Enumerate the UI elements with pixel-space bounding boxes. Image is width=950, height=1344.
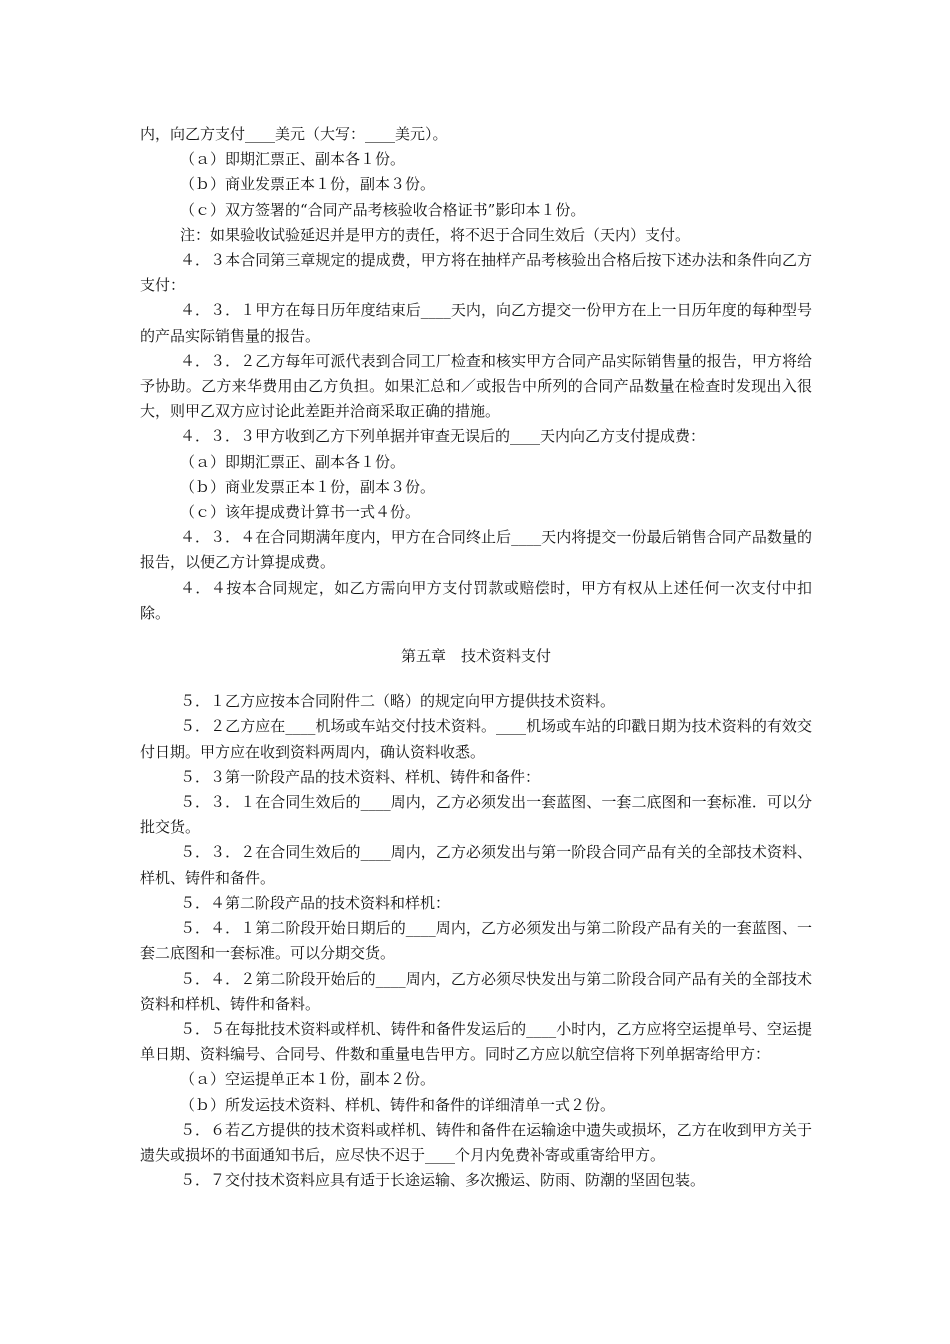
paragraph: ４．３．４在合同期满年度内，甲方在合同终止后____天内将提交一份最后销售合同产品数量的报告，以便乙方计算提成费。 (140, 528, 812, 572)
chapter-4-section (140, 122, 812, 626)
chapter-5-section (140, 689, 812, 1193)
paragraph: ５．３．２在合同生效后的____周内，乙方必须发出与第一阶段合同产品有关的全部技术资料、样机、铸件和备件。 (140, 843, 812, 887)
paragraph: ４．３．１甲方在每日历年度结束后____天内，向乙方提交一份甲方在上一日历年度的每种型号的产品实际销售量的报告。 (140, 301, 812, 345)
paragraph: （ａ）即期汇票正、副本各１份。 (180, 150, 406, 169)
document-page (140, 122, 812, 1193)
paragraph: ４．４按本合同规定，如乙方需向甲方支付罚款或赔偿时，甲方有权从上述任何一次支付中扣除。 (140, 578, 812, 622)
paragraph: （ｃ）双方签署的“合同产品考核验收合格证书”影印本１份。 (180, 200, 586, 219)
paragraph: ４．３本合同第三章规定的提成费，甲方将在抽样产品考核验出合格后按下述办法和条件向乙方支付： (140, 251, 812, 295)
paragraph: ５．１乙方应按本合同附件二（略）的规定向甲方提供技术资料。 (180, 692, 616, 711)
paragraph: 内，向乙方支付____美元（大写：____美元）。 (140, 125, 448, 143)
paragraph: ５．４．１第二阶段开始日期后的____周内，乙方必须发出与第二阶段产品有关的一套蓝图、一套二底图和一套标准。可以分期交货。 (140, 919, 812, 963)
paragraph: ５．３．１在合同生效后的____周内，乙方必须发出一套蓝图、一套二底图和一套标准．可以分批交货。 (140, 793, 812, 837)
paragraph: （ｃ）该年提成费计算书一式４份。 (180, 503, 421, 522)
paragraph: ５．５在每批技术资料或样机、铸件和备件发运后的____小时内，乙方应将空运提单号、空运提单日期、资料编号、合同号、件数和重量电告甲方。同时乙方应以航空信将下列单据寄给甲方： (140, 1019, 812, 1064)
paragraph: ５．２乙方应在____机场或车站交付技术资料。____机场或车站的印戳日期为技术资料的有效交付日期。甲方应在收到资料两周内，确认资料收悉。 (140, 717, 812, 761)
paragraph: ４．３．２乙方每年可派代表到合同工厂检查和核实甲方合同产品实际销售量的报告，甲方将给予协助。乙方来华费用由乙方负担。如果汇总和／或报告中所列的合同产品数量在检查时发现出入很大，则甲乙双方应讨论此差距并洽商采取正确的措施。 (140, 351, 812, 421)
chapter-5-title: 第五章 技术资料支付 (400, 647, 551, 666)
paragraph: ５．４．２第二阶段开始后的____周内，乙方必须尽快发出与第二阶段合同产品有关的全部技术资料和样机、铸件和备料。 (140, 969, 812, 1013)
paragraph: ４．３．３甲方收到乙方下列单据并审查无误后的____天内向乙方支付提成费： (180, 427, 706, 446)
paragraph: （ｂ）所发运技术资料、样机、铸件和备件的详细清单一式２份。 (180, 1095, 616, 1114)
paragraph: （ｂ）商业发票正本１份，副本３份。 (180, 477, 436, 496)
paragraph: ５．６若乙方提供的技术资料或样机、铸件和备件在运输途中遗失或损坏，乙方在收到甲方关于遗失或损坏的书面通知书后，应尽快不迟于____个月内免费补寄或重寄给甲方。 (140, 1120, 812, 1164)
paragraph: （ｂ）商业发票正本１份，副本３份。 (180, 175, 436, 194)
paragraph: ５．３第一阶段产品的技术资料、样机、铸件和备件： (180, 767, 541, 786)
paragraph: 注：如果验收试验延迟并是甲方的责任，将不迟于合同生效后（天内）支付。 (180, 225, 691, 244)
paragraph: （ａ）空运提单正本１份，副本２份。 (180, 1070, 436, 1089)
paragraph: ５．４第二阶段产品的技术资料和样机： (180, 893, 451, 912)
paragraph: ５．７交付技术资料应具有适于长途运输、多次搬运、防雨、防潮的坚固包装。 (180, 1171, 706, 1190)
paragraph: （ａ）即期汇票正、副本各１份。 (180, 452, 406, 471)
